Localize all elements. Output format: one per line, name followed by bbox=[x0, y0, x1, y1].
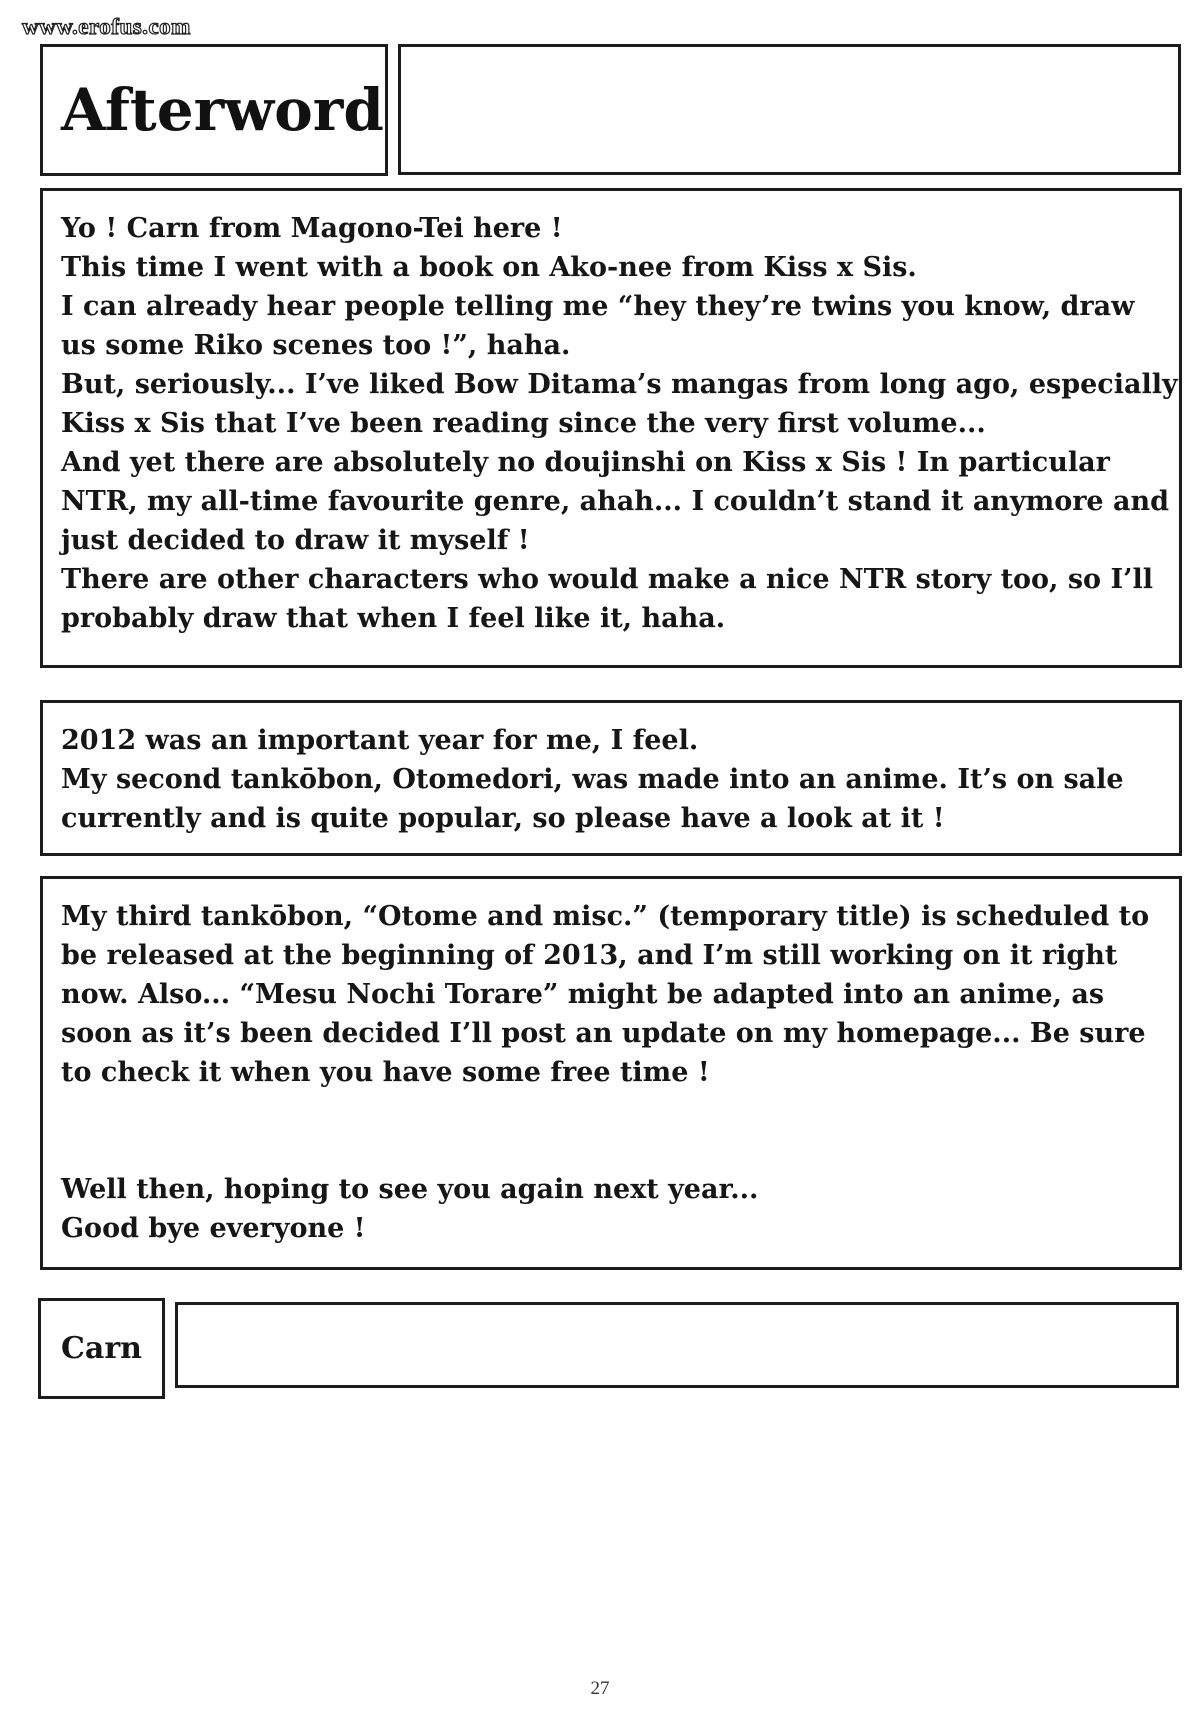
text-panel-intro bbox=[40, 188, 1182, 668]
text-line: now. Also... “Mesu Nochi Torare” might be adapted into an anime, as bbox=[61, 979, 1105, 1010]
text-line: NTR, my all-time favourite genre, ahah... I couldn’t stand it anymore and bbox=[61, 486, 1170, 517]
title-empty-panel bbox=[398, 44, 1181, 175]
text-panel-2012 bbox=[40, 700, 1182, 856]
text-panel-third-tankobon bbox=[40, 876, 1182, 1270]
text-line: currently and is quite popular, so please have a look at it ! bbox=[61, 803, 945, 834]
paragraph-gap bbox=[61, 1092, 1163, 1170]
signature-panel bbox=[38, 1298, 165, 1399]
text-line: be released at the beginning of 2013, and I’m still working on it right bbox=[61, 940, 1118, 971]
signature-empty-panel bbox=[175, 1302, 1179, 1388]
text-line: us some Riko scenes too !”, haha. bbox=[61, 330, 571, 361]
text-line: just decided to draw it myself ! bbox=[61, 525, 530, 556]
text-line: And yet there are absolutely no doujinshi on Kiss x Sis ! In particular bbox=[61, 447, 1110, 478]
closing-line: Good bye everyone ! bbox=[61, 1213, 366, 1244]
text-line: My second tankōbon, Otomedori, was made into an anime. It’s on sale bbox=[61, 764, 1124, 795]
text-line: Kiss x Sis that I’ve been reading since the very first volume... bbox=[61, 408, 986, 439]
text-line: But, seriously... I’ve liked Bow Ditama’s mangas from long ago, especially bbox=[61, 369, 1178, 400]
page-title: Afterword bbox=[61, 76, 384, 144]
signature-name: Carn bbox=[61, 1331, 142, 1366]
text-line: probably draw that when I feel like it, haha. bbox=[61, 603, 726, 634]
page-number: 27 bbox=[590, 1678, 610, 1699]
text-line: to check it when you have some free time ! bbox=[61, 1057, 710, 1088]
text-line: There are other characters who would make a nice NTR story too, so I’ll bbox=[61, 564, 1154, 595]
text-line: My third tankōbon, “Otome and misc.” (temporary title) is scheduled to bbox=[61, 901, 1150, 932]
closing-line: Well then, hoping to see you again next year... bbox=[61, 1174, 759, 1205]
text-line: This time I went with a book on Ako-nee from Kiss x Sis. bbox=[61, 252, 917, 283]
text-line: Yo ! Carn from Magono-Tei here ! bbox=[61, 213, 563, 244]
text-line: soon as it’s been decided I’ll post an update on my homepage... Be sure bbox=[61, 1018, 1146, 1049]
watermark-text: www.erofus.com bbox=[22, 14, 191, 39]
text-line: 2012 was an important year for me, I feel. bbox=[61, 725, 699, 756]
title-panel bbox=[40, 44, 388, 176]
text-line: I can already hear people telling me “hey they’re twins you know, draw bbox=[61, 291, 1135, 322]
